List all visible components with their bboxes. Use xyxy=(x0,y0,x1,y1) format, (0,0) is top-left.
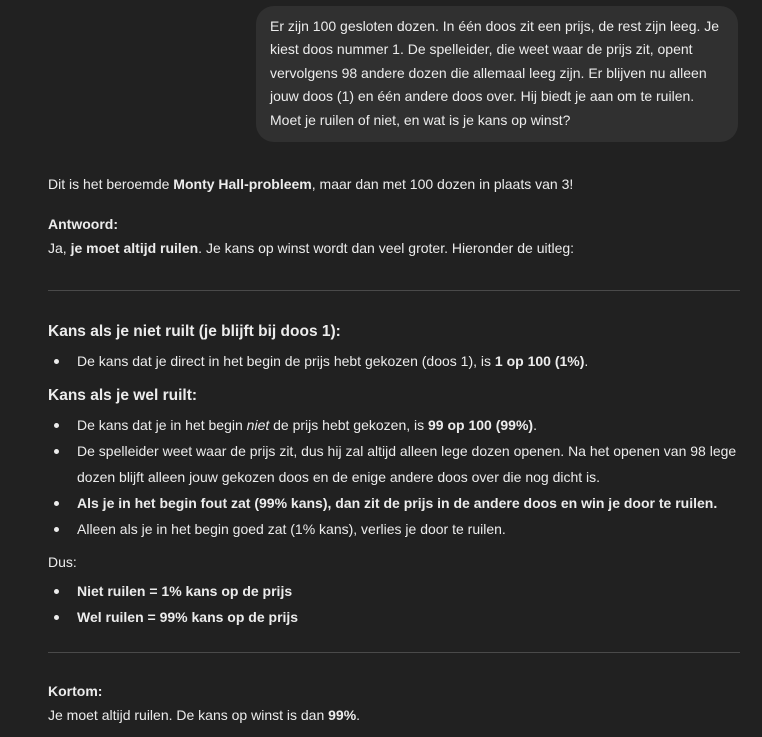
user-message-text: Er zijn 100 gesloten dozen. In één doos zit een prijs, de rest zijn leeg. Je kiest doos nummer 1. De spelleider, die weet waar de prijs zit, opent vervolgens 98 andere dozen die allemaal leeg zijn. Er blijven nu alleen jouw doos (1) en één andere doos over. Hij biedt je aan om te ruilen. Moet je ruilen of niet, en wat is je kans op winst? xyxy=(270,18,720,128)
intro-paragraph xyxy=(48,172,740,196)
section-heading-no-switch: Kans als je niet ruilt (je blijft bij doos 1): xyxy=(48,323,341,340)
list-item xyxy=(48,490,740,516)
item-text-end: . xyxy=(584,353,589,369)
item-bold: 99 op 100 (99%) xyxy=(428,417,534,433)
item-bold: 1 op 100 (1%) xyxy=(494,353,585,369)
item-text: De kans dat je direct in het begin de prijs hebt gekozen (doos 1), is xyxy=(77,353,495,369)
list-item: Alleen als je in het begin goed zat (1% kans), verlies je door te ruilen. xyxy=(48,516,740,542)
answer-text-end: . Je kans op winst wordt dan veel groter. Hieronder de uitleg: xyxy=(198,240,575,256)
switch-list xyxy=(48,412,740,542)
list-item xyxy=(48,604,740,630)
intro-bold: Monty Hall-probleem xyxy=(173,176,312,192)
answer-label: Antwoord: xyxy=(48,216,118,232)
conclusion-list xyxy=(48,578,740,630)
intro-text-end: , maar dan met 100 dozen in plaats van 3! xyxy=(311,176,574,192)
divider xyxy=(48,290,740,291)
answer-paragraph xyxy=(48,236,740,260)
divider xyxy=(48,652,740,653)
no-switch-list xyxy=(48,348,740,374)
summary-bold: 99% xyxy=(328,707,357,723)
item-text-middle: de prijs hebt gekozen, is xyxy=(269,417,429,433)
item-bold: Wel ruilen = 99% kans op de prijs xyxy=(77,609,299,625)
conclusion-label: Dus: xyxy=(48,554,77,570)
item-italic: niet xyxy=(246,417,270,433)
summary-label: Kortom: xyxy=(48,683,103,699)
item-text-end: . xyxy=(533,417,537,433)
intro-text: Dit is het beroemde xyxy=(48,176,174,192)
summary-paragraph xyxy=(48,703,740,727)
item-text: De kans dat je in het begin xyxy=(77,417,247,433)
summary-text: Je moet altijd ruilen. De kans op winst is dan xyxy=(48,707,329,723)
assistant-response xyxy=(48,172,740,727)
answer-text: Ja, xyxy=(48,240,71,256)
item-bold: Niet ruilen = 1% kans op de prijs xyxy=(77,583,293,599)
item-bold: Als je in het begin fout zat (99% kans), dan zit de prijs in de andere doos en win je door te ruilen. xyxy=(77,495,718,511)
user-message-bubble xyxy=(256,6,738,142)
list-item: De spelleider weet waar de prijs zit, dus hij zal altijd alleen lege dozen openen. Na het openen van 98 lege dozen blijft alleen jouw gekozen doos en de enige andere doos over die nog dicht is. xyxy=(48,438,740,490)
section-heading-switch: Kans als je wel ruilt: xyxy=(48,387,198,404)
list-item xyxy=(48,348,740,374)
list-item xyxy=(48,412,740,438)
list-item xyxy=(48,578,740,604)
answer-bold: je moet altijd ruilen xyxy=(70,240,199,256)
summary-text-end: . xyxy=(356,707,361,723)
